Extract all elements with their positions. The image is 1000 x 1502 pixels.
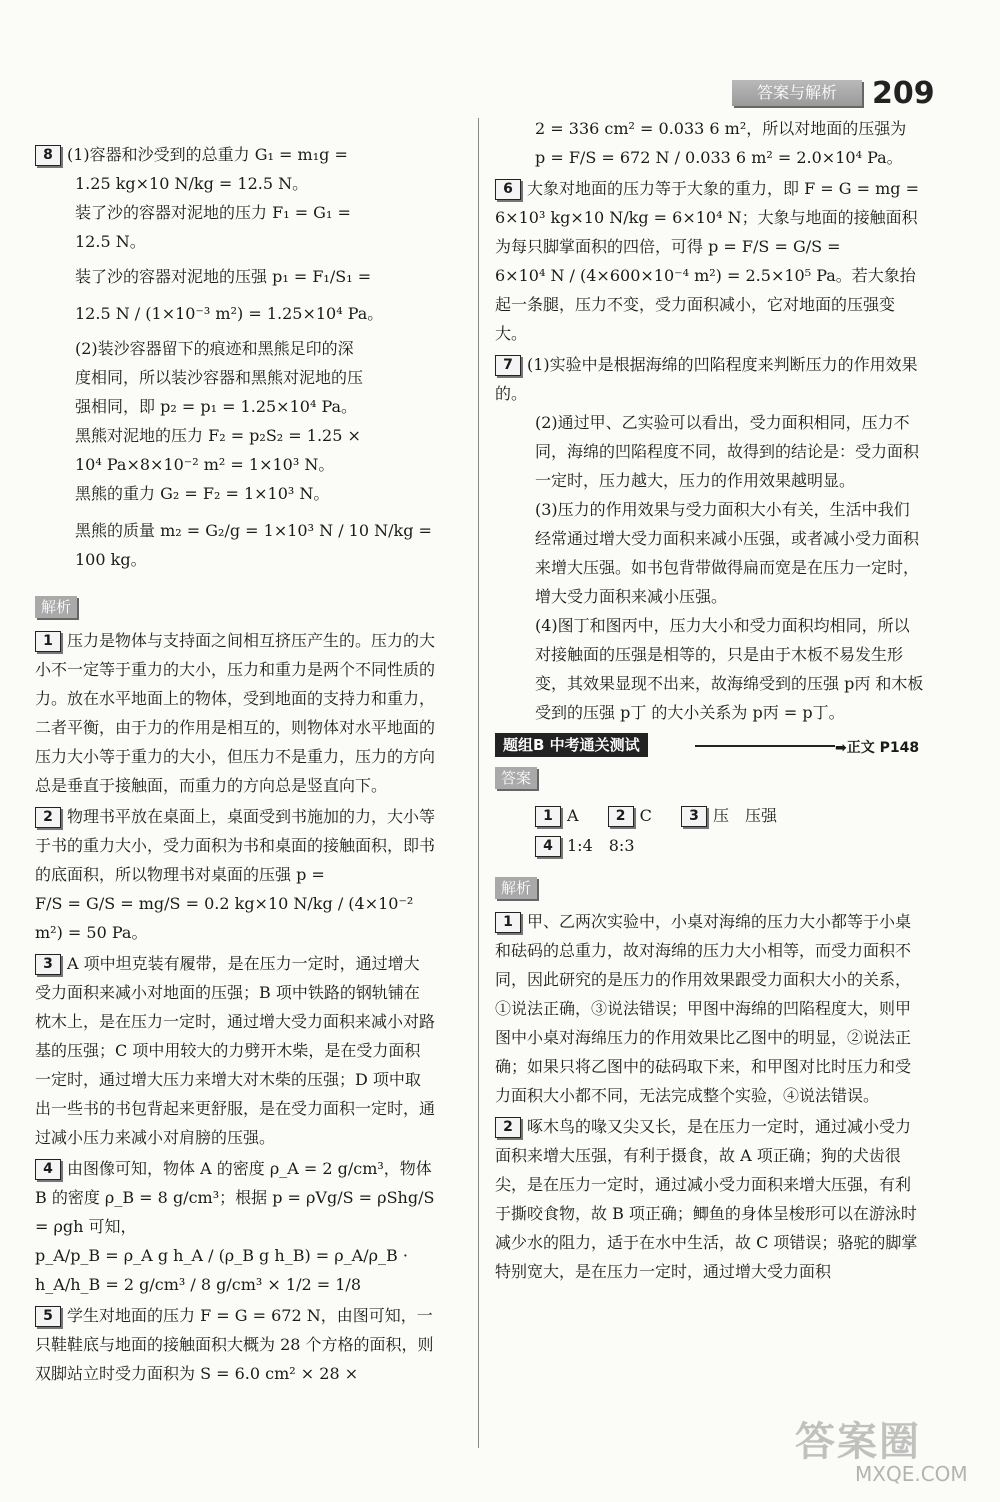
answers-row-1 (535, 801, 925, 831)
analysis-text: A 项中坦克装有履带，是在压力一定时，通过增大受力面积来减小对地面的压强；B 项中铁路的钢轨铺在枕木上，是在压力一定时，通过增大受力面积来减小对路基的压强；C 项中用较大的力劈开木柴，是在受力面积一定时，通过增大压力来增大对木柴的压强；D 项中取出一些书的书包背起来更舒服，是在受力面积一定时，通过减小压力来减小对肩膀的压强。 (35, 954, 436, 1147)
analysis-tag: 解析 (495, 877, 537, 899)
answer-value: 1:4 8:3 (567, 836, 635, 855)
analysis-text: 啄木鸟的喙又尖又长，是在压力一定时，通过减小受力面积来增大压强，有利于摄食，故 A 项正确；狗的犬齿很尖，是在压力一定时，通过减小受力面积来增大压强，有利于撕咬食物，故 B 项正确；鲫鱼的身体呈梭形可以在游泳时减少水的阻力，适于在水中生活，故 C 项错误；骆驼的脚掌特别宽大，是在压力一定时，通过增大受力面积 (495, 1117, 918, 1281)
q8-line: 装了沙的容器对泥地的压强 p₁ = F₁/S₁ = (75, 267, 372, 286)
analysis-7 (495, 350, 925, 727)
question-number: 3 (35, 954, 61, 975)
question-number: 1 (35, 631, 61, 652)
analysis-text: (3)压力的作用效果与受力面积大小有关，生活中我们经常通过增大受力面积来减小压强，或者减小受力面积来增大压强。如书包背带做得扁而宽是在压力一定时，增大受力面积来减小压强。 (535, 500, 920, 606)
watermark-logo: 答案圈 (795, 1419, 921, 1465)
q8-line: 强相同，即 p₂ = p₁ = 1.25×10⁴ Pa。 (75, 397, 358, 416)
right-column (495, 114, 925, 1288)
q8-line: 黑熊对泥地的压力 F₂ = p₂S₂ = 1.25 × (75, 426, 361, 445)
analysis-5 (35, 1301, 435, 1388)
analysis-b2 (495, 1112, 925, 1286)
q8-line: 12.5 N。 (75, 232, 146, 251)
question-number: 6 (495, 179, 521, 200)
equation: F/S = G/S = mg/S = 0.2 kg×10 N/kg / (4×10⁻² m²) = 50 Pa。 (35, 894, 414, 942)
q8-line: 黑熊的重力 G₂ = F₂ = 1×10³ N。 (75, 484, 330, 503)
question-8 (35, 140, 435, 574)
analysis-text: 大象对地面的压力等于大象的重力，即 F = G = mg = 6×10³ kg×10 N/kg = 6×10⁴ N；大象与地面的接触面积为每只脚掌面积的四倍，可得 p = F/S = G/S = (495, 179, 920, 256)
question-number: 2 (495, 1117, 521, 1138)
question-number: 4 (35, 1159, 61, 1180)
q8-line: 10⁴ Pa×8×10⁻² m² = 1×10³ N。 (75, 455, 335, 474)
analysis-text: (1)实验中是根据海绵的凹陷程度来判断压力的作用效果的。 (495, 355, 918, 403)
q8-line: 装了沙的容器对泥地的压力 F₁ = G₁ = (75, 203, 351, 222)
analysis-text: 由图像可知，物体 A 的密度 ρ_A = 2 g/cm³，物体 B 的密度 ρ_B = 8 g/cm³；根据 p = ρVg/S = ρShg/S = ρgh 可知， (35, 1159, 435, 1236)
section-line (695, 745, 835, 747)
question-number: 1 (495, 912, 521, 933)
answers-row-2 (535, 831, 925, 861)
q8-line: 黑熊的质量 m₂ = G₂/g = 1×10³ N / 10 N/kg = 100 kg。 (75, 521, 432, 569)
q8-line: (1)容器和沙受到的总重力 G₁ = m₁g = (67, 145, 348, 164)
question-number: 8 (35, 145, 61, 166)
header-tag: 答案与解析 (732, 80, 862, 106)
analysis-4 (35, 1154, 435, 1299)
analysis-text: 物理书平放在桌面上，桌面受到书施加的力，大小等于书的重力大小，受力面积为书和桌面的接触面积，即书的底面积，所以物理书对桌面的压强 p = (35, 807, 436, 884)
q8-line: 12.5 N / (1×10⁻³ m²) = 1.25×10⁴ Pa。 (75, 304, 384, 323)
watermark-url: MXQE.COM (855, 1462, 968, 1486)
equation: p_A/p_B = ρ_A g h_A / (ρ_B g h_B) = ρ_A/ρ_B · h_A/h_B = 2 g/cm³ / 8 g/cm³ × 1/2 = 1/8 (35, 1246, 408, 1294)
question-number: 2 (35, 807, 61, 828)
answer-value: A (567, 806, 579, 825)
column-divider (478, 118, 479, 1448)
a5-line: p = F/S = 672 N / 0.033 6 m² = 2.0×10⁴ Pa。 (535, 148, 903, 167)
analysis-b1 (495, 907, 925, 1110)
q8-line: 1.25 kg×10 N/kg = 12.5 N。 (75, 174, 309, 193)
section-header (495, 733, 925, 759)
answer-tag: 答案 (495, 767, 537, 789)
section-link: ➡正文 P148 (835, 740, 920, 756)
question-number: 4 (535, 836, 561, 857)
question-number: 7 (495, 355, 521, 376)
section-title: 题组B 中考通关测试 (495, 733, 648, 757)
analysis-text: 压力是物体与支持面之间相互挤压产生的。压力的大小不一定等于重力的大小，压力和重力是两个不同性质的力。放在水平地面上的物体，受到地面的支持力和重力，二者平衡，由于力的作用是相互的，则物体对水平地面的压力大小等于重力的大小，但压力不是重力，压力的方向总是垂直于接触面，而重力的方向总是竖直向下。 (35, 631, 436, 795)
analysis-text: (2)通过甲、乙实验可以看出，受力面积相同，压力不同，海绵的凹陷程度不同，故得到的结论是：受力面积一定时，压力越大，压力的作用效果越明显。 (535, 413, 920, 490)
question-number: 5 (35, 1306, 61, 1327)
analysis-text: 学生对地面的压力 F = G = 672 N，由图可知，一只鞋鞋底与地面的接触面积大概为 28 个方格的面积，则双脚站立时受力面积为 S = 6.0 cm² × 28 × (35, 1306, 434, 1383)
question-number: 2 (608, 806, 634, 827)
analysis-1 (35, 626, 435, 800)
page-number: 209 (872, 76, 935, 111)
q8-line: 度相同，所以装沙容器和黑熊对泥地的压 (75, 368, 364, 387)
analysis-tag: 解析 (35, 596, 77, 618)
analysis-text: 甲、乙两次实验中，小桌对海绵的压力大小都等于小桌和砝码的总重力，故对海绵的压力大小相等，而受力面积不同，因此研究的是压力的作用效果跟受力面积大小的关系，①说法正确，③说法错误；甲图中海绵的凹陷程度大，则甲图中小桌对海绵压力的作用效果比乙图中的明显，②说法正确；如果只将乙图中的砝码取下来，和甲图对比时压力和受力面积大小都不同，无法完成整个实验，④说法错误。 (495, 912, 912, 1105)
equation: 6×10⁴ N / (4×600×10⁻⁴ m²) = 2.5×10⁵ Pa。若大象抬起一条腿，压力不变，受力面积减小，它对地面的压强变大。 (495, 266, 916, 343)
q8-line: (2)装沙容器留下的痕迹和黑熊足印的深 (75, 339, 354, 358)
analysis-text: (4)图丁和图丙中，压力大小和受力面积均相同，所以对接触面的压强是相等的，只是由于木板不易发生形变，其效果显现不出来，故海绵受到的压强 p丙 和木板受到的压强 p丁 的大小关系为 p丙 = p丁。 (535, 616, 924, 722)
answer-value: C (639, 806, 652, 825)
analysis-6 (495, 174, 925, 348)
analysis-3 (35, 949, 435, 1152)
a5-line: 2 = 336 cm² = 0.033 6 m²，所以对地面的压强为 (535, 119, 907, 138)
answer-value: 压 压强 (713, 806, 778, 825)
analysis-5-continued (495, 114, 925, 172)
left-column (35, 140, 435, 1390)
analysis-2 (35, 802, 435, 947)
question-number: 3 (681, 806, 707, 827)
question-number: 1 (535, 806, 561, 827)
